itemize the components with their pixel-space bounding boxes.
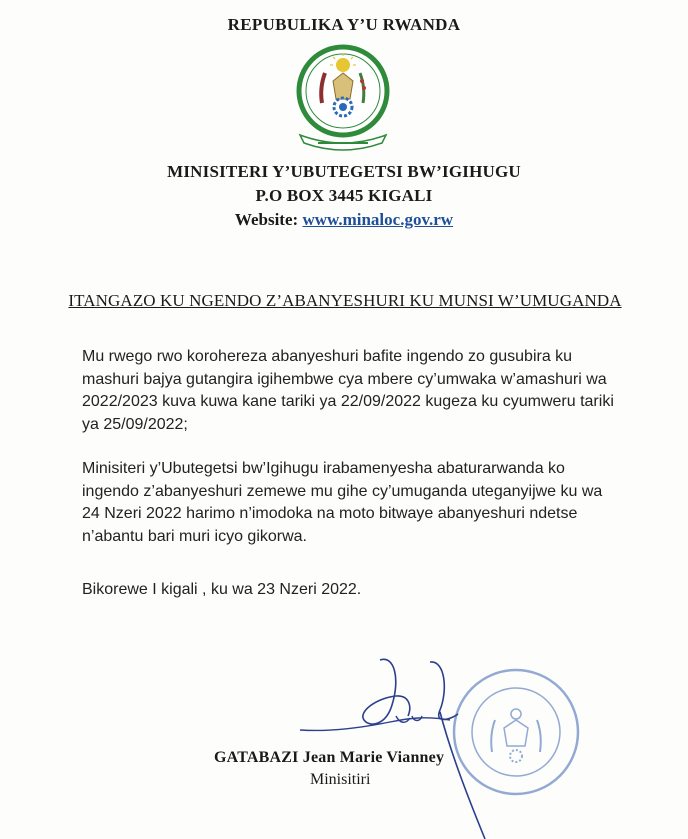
signature-icon [300, 650, 500, 839]
notice-paragraph-2: Minisiteri y’Ubutegetsi bw’Igihugu irabamenyesha abaturarwanda ko ingendo z’abanyeshuri zemewe mu gihe cy’umuganda uteganyijwe ku wa 24 Nzeri 2022 harimo n’imodoka na moto bitwaye abanyeshuri ndetse n’abantu bari muri icyo gikorwa. [82, 460, 603, 545]
national-emblem-icon [292, 43, 394, 155]
signatory-title: Minisitiri [310, 771, 371, 788]
website-link[interactable]: www.minaloc.gov.rw [302, 210, 454, 229]
signatory-name: GATABAZI Jean Marie Vianney [214, 749, 445, 766]
dateline: Bikorewe I kigali , ku wa 23 Nzeri 2022. [82, 581, 362, 598]
po-box: P.O BOX 3445 KIGALI [255, 186, 433, 205]
website-line [0, 210, 688, 230]
republic-heading: REPUBULIKA Y’U RWANDA [227, 15, 461, 34]
notice-title: ITANGAZO KU NGENDO Z’ABANYESHURI KU MUNSI W’UMUGANDA [68, 291, 622, 310]
ministry-name: MINISITERI Y’UBUTEGETSI BW’IGIHUGU [167, 162, 521, 181]
website-label: Website: [234, 210, 299, 229]
notice-paragraph-1: Mu rwego rwo korohereza abanyeshuri bafite ingendo zo gusubira ku mashuri bajya gutangira igihembwe cya mbere cy’umwaka w’amashuri wa 2022/2023 kuva kuwa kane tariki ya 22/09/2022 kugeza ku cyumweru tariki ya 25/09/2022; [82, 348, 614, 433]
